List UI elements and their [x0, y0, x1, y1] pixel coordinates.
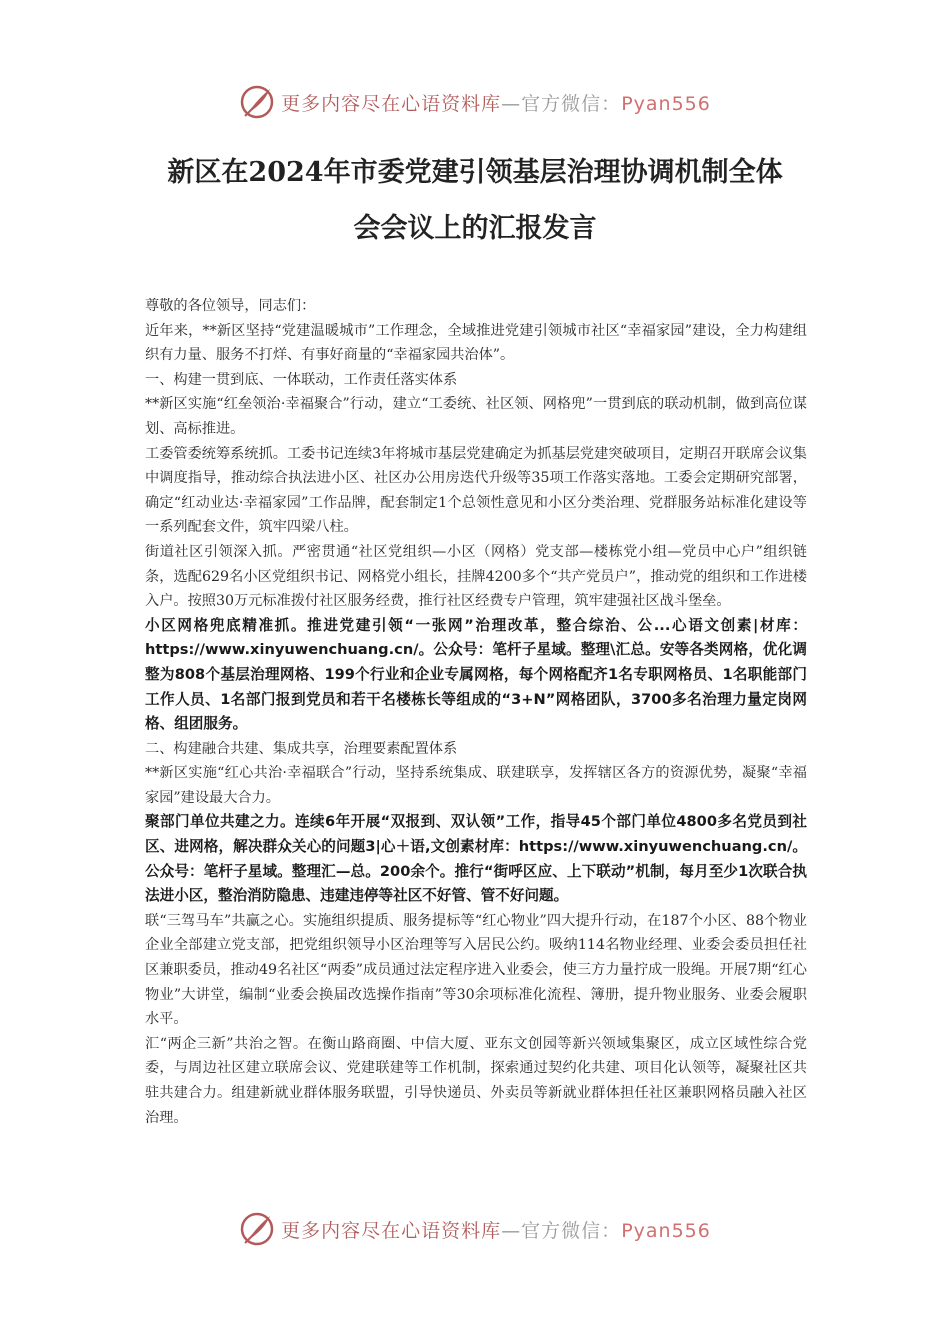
section-heading-2: 二、构建融合共建、集成共享，治理要素配置体系 [145, 740, 458, 757]
page-title [60, 145, 890, 257]
quill-logo-icon [239, 1211, 275, 1247]
paragraph-1-4: 小区网格兜底精准抓。推进党建引领“一张网”治理改革，整合综治、公...心语文创素|材库：https://www.xinyuwenchuang.cn/。公众号：笔杆子星域。整理\汇总。安等各类网格，优化调整为808个基层治理网格、199个行业和企业专属网格，每个网格配齐1名专职网格员、1名职能部门工作人员、1名部门报到党员和若干名楼栋长等组成的“3+N”网格团队，3700多名治理力量定岗网格、组团服务。 [145, 616, 807, 733]
paragraph-1-2: 工委管委统筹系统抓。工委书记连续3年将城市基层党建确定为抓基层党建突破项目，定期召开联席会议集中调度指导，推动综合执法进小区、社区办公用房迭代升级等35项工作落实落地。工委会定期研究部署，确定“红动业达·幸福家园”工作品牌，配套制定1个总领性意见和小区分类治理、党群服务站标准化建设等一系列配套文件，筑牢四梁八柱。 [145, 445, 807, 536]
watermark-text: 更多内容尽在心语资料库—官方微信：Pyan556 [281, 1219, 711, 1242]
document-body [145, 294, 807, 1130]
paragraph-2-4: 汇“两企三新”共治之智。在衡山路商圈、中信大厦、亚东文创园等新兴领域集聚区，成立区域性综合党委，与周边社区建立联席会议、党建联建等工作机制，探索通过契约化共建、项目化认领等，凝聚社区共驻共建合力。组建新就业群体服务联盟，引导快递员、外卖员等新就业群体担任社区兼职网格员融入社区治理。 [145, 1035, 807, 1126]
watermark-banner-top [0, 82, 950, 122]
paragraph-intro: 近年来，**新区坚持“党建温暖城市”工作理念，全域推进党建引领城市社区“幸福家园”建设，全力构建组织有力量、服务不打烊、有事好商量的“幸福家园共治体”。 [145, 322, 807, 364]
watermark-banner-bottom [0, 1209, 950, 1249]
watermark-text: 更多内容尽在心语资料库—官方微信：Pyan556 [281, 92, 711, 115]
paragraph-1-1: **新区实施“红垒领治·幸福聚合”行动，建立“工委统、社区领、网格兜”一贯到底的联动机制，做到高位谋划、高标推进。 [145, 396, 807, 437]
greeting: 尊敬的各位领导，同志们： [145, 298, 316, 314]
paragraph-1-3: 街道社区引领深入抓。严密贯通“社区党组织—小区（网格）党支部—楼栋党小组—党员中心户”组织链条，选配629名小区党组织书记、网格党小组长，挂牌4200多个“共产党员户”，推动党的组织和工作进楼入户。按照30万元标准拨付社区服务经费，推行社区经费专户管理，筑牢建强社区战斗堡垒。 [145, 543, 807, 610]
paragraph-2-3: 联“三驾马车”共赢之心。实施组织提质、服务提标等“红心物业”四大提升行动，在187个小区、88个物业企业全部建立党支部，把党组织领导小区治理等写入居民公约。吸纳114名物业经理、业委会委员担任社区兼职委员，推动49名社区“两委”成员通过法定程序进入业委会，使三方力量拧成一股绳。开展7期“红心物业”大讲堂，编制“业委会换届改选操作指南”等30余项标准化流程、簿册，提升物业服务、业委会履职水平。 [145, 912, 807, 1028]
title-line-2: 会会议上的汇报发言 [353, 213, 597, 244]
quill-logo-icon [239, 84, 275, 120]
paragraph-2-2: 聚部门单位共建之力。连续6年开展“双报到、双认领”工作，指导45个部门单位4800多名党员到社区、进网格，解决群众关心的问题3|心＋语,文创素材库：https://www.xinyuwenchuang.cn/。公众号：笔杆子星域。整理汇—总。200余个。推行“街呼区应、上下联动”机制，每月至少1次联合执法进小区，整治消防隐患、违建违停等社区不好管、管不好问题。 [145, 813, 807, 905]
paragraph-2-1: **新区实施“红心共治·幸福联合”行动，坚持系统集成、联建联享，发挥辖区各方的资源优势，凝聚“幸福家园”建设最大合力。 [145, 765, 807, 806]
title-line-1: 新区在2024年市委党建引领基层治理协调机制全体 [167, 157, 783, 188]
section-heading-1: 一、构建一贯到底、一体联动，工作责任落实体系 [145, 371, 458, 388]
